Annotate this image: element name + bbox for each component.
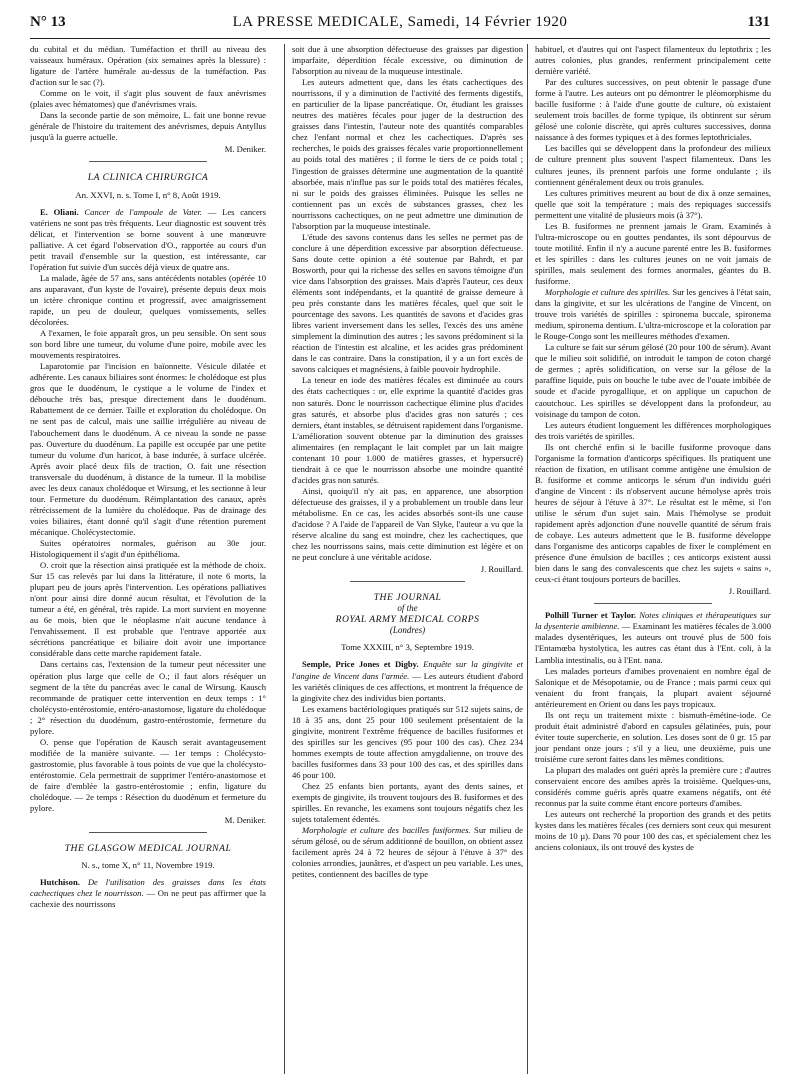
paragraph: Par des cultures successives, on peut obtenir le passage d'une forme à l'autre. Les auteurs ont pu démontrer le pléomorphisme du bacille fusiforme : à l'aide d'une goutte de culture, où existaient seulement trois bacilles de forme typique, ils obtinrent sur sérum gélosé une colonie discrète, qui après cultures successives, donna naissance à des formes typiques et à des formes leptothriciales. <box>535 77 771 143</box>
paragraph: Les malades porteurs d'amibes provenaient en nombre égal de Salonique et de Mésopotamie, ou de France ; mais parmi ceux qui venaient du front français, la plupart avaient séjourné antérieurement en Orient ou dans les pays tropicaux. <box>535 665 771 709</box>
paragraph: Les auteurs étudient longuement les différences morphologiques des trois variétés de spirilles. <box>535 419 771 441</box>
paragraph: habituel, et d'autres qui ont l'aspect filamenteux du leptothrix ; les autres colonies, plus grandes, renferment principalement cette dernière variété. <box>535 44 771 77</box>
paragraph: O. croit que la résection ainsi pratiquée est la méthode de choix. Sur 15 cas relevés par lui dans la littérature, il note 6 morts, la plupart peu de jours après l'intervention. Les opérations palliatives n'ont pour ainsi dire donné aucun résultat, et l'évolution de la tumeur a été, en général, très rapide. La mort survient en moyenne au 6e mois, bien que le néoplasme n'ait aucune tendance à l'envahissement. Il est probable que l'entrave apportée aux sécrétions pancréatique et biliaire doit avoir une importance considérable dans cette marche rapidement fatale. <box>30 560 266 659</box>
article-author: Semple, Price Jones et Digby. <box>302 659 419 670</box>
paragraph: Suites opératoires normales, guérison au 30e jour. Histologiquement il s'agit d'un épithélioma. <box>30 537 266 560</box>
paragraph: Les auteurs ont recherché la proportion des grands et des petits kystes dans les matières fécales (ces derniers sont ceux qui mesurent moins de 10 µ). Dans 70 pour 100 des cas, et spécialement chez les anciens coloniaux, ils ont trouvé des kystes de <box>535 809 771 853</box>
paragraph: Laparotomie par l'incision en baïonnette. Vésicule dilatée et adhérente. Les canaux biliaires sont énormes: le cholédoque est plus gros que le duodénum, le cystique a le volume de l'index et débouche très bas, presque directement dans le duodénum. Rabattement de ce dernier. Taille et exploration du cholédoque. On ne sent pas de calcul, mais une saillie irrégulière au niveau de l'abouchement dans le duodénum. A ce niveau la sonde ne passe pas. Ouverture du duodénum. La papille est occupée par une petite tumeur du volume d'un haricot, à base indurée, à surface ulcérée. Après avoir placé deux fils de traction, O. fait une résection transversale du duodénum, à distance de la tumeur. Il la mobilise avec les deux canaux cholédoque et Wirsung, et les sectionne à leur tour. Fermeture du duodénum. Réimplantation des canaux, après rétrécissement de la lumière du cholédoque. Pas de drainage des voies biliaires, étant donné qu'il s'agit d'une rétention purement mécanique. Cholécystectomie. <box>30 361 266 537</box>
journal-issue: Tome XXXIII, n° 3, Septembre 1919. <box>341 642 474 653</box>
section-heading: Morphologie et culture des spirilles. <box>545 287 671 298</box>
article-text: — Examinant les matières fécales de 3.000 malades dysentériques, les auteurs ont trouvé plus de 500 fois l'Entamœba hystolytica, les autres cas étant dus à l'Ent. coli, à la Lamblia intestinalis, ou à l'Ent. nana. <box>535 621 771 665</box>
article-author: Polhill Turner et Taylor. <box>545 610 637 621</box>
article-author: E. Oliani. <box>40 206 79 217</box>
running-title: LA PRESSE MEDICALE, Samedi, 14 Février 1920 <box>232 14 568 30</box>
column-middle <box>284 44 523 1074</box>
article-text: — Les cancers vatériens ne sont pas très fréquents. Leur diagnostic est souvent très délicat, et l'intervention se borne souvent à une manœuvre palliative. A cet égard l'observation d'O., rapportée au cours d'un petit travail d'ensemble sur la question, est intéressante, car l'opération fut suivie d'un succès déjà vieux de quatre ans. <box>30 206 266 272</box>
paragraph: Chez 25 enfants bien portants, ayant des dents saines, et exempts de gingivite, ils trouvent toujours des B. fusiformes et des spirilles. En revanche, les examens sont toujours négatifs chez les sujets totalement édentés. <box>292 781 523 825</box>
paragraph: du cubital et du médian. Tuméfaction et thrill au niveau des vaisseaux huméraux. Opération (six semaines après la blessure) : ligature de l'artère humérale au-dessus de la tuméfaction. Pas d'action sur le sac (?). <box>30 44 266 88</box>
paragraph: Sur les gencives à l'état sain, dans la gingivite, et sur les ulcérations de l'angine de Vincent, on trouve trois variétés de spirilles : spironema buccale, spironema medium, spironema dentium. L'ultra-microscope et la coloration par le Rouge-Congo sont les meilleures méthodes d'examen. <box>535 287 771 342</box>
column-right <box>527 44 771 1074</box>
signature: J. Rouillard. <box>480 564 523 575</box>
journal-city: (Londres) <box>389 625 426 636</box>
signature: J. Rouillard. <box>728 586 771 597</box>
divider <box>594 603 712 604</box>
paragraph: L'étude des savons contenus dans les selles ne permet pas de conclure à une déperdition excessive par absorption défectueuse. Sans doute cette opinion a été soutenue par Bahrdt, et par Bosworth, pour qui la richesse des selles en savons témoigne d'un vice dans l'absorption des graisses. Mais d'après l'auteur, ces deux éléments sont indépendants, et la quantité de graisse demeure à peu près constante dans les matières fécales, quel que soit le pourcentage des savons. Les quantités de savons et d'acides gras libres varient inversement dans les selles, l'excès des uns amène simplement la diminution des autres ; les savons prédominent si la réaction de l'intestin est alcaline, et les acides gras prédominent dans le cas contraire. Dans la constipation, il y a un fort excès de savons calciques et magnésiens, à faible pouvoir hydrophile. <box>292 231 523 375</box>
paragraph: Les cultures primitives meurent au bout de dix à onze semaines, quelle que soit la température ; mais des repiquages successifs permettent une vitalité de plusieurs mois (à 37°). <box>535 187 771 220</box>
paragraph: Ainsi, quoiqu'il n'y ait pas, en apparence, une absorption défectueuse des graisses, il y a probablement un trouble dans leur métabolisme. En ce cas, les acides absorbés sont-ils une cause d'acidose ? A l'aide de l'appareil de Van Slyke, l'auteur a vu que la réserve alcaline du sang est moindre, chez les cachectiques, que chez les nourrissons sains, mais cette diminution est légère et on ne peut conclure à une véritable acidose. <box>292 485 523 563</box>
paragraph: La teneur en iode des matières fécales est diminuée au cours des états cachectiques : or, elle exprime la quantité d'acides gras non saturés. Donc le nourrisson cachectique élimine plus d'acides gras saturés, et absorbe plus d'acides gras non saturés ; ces derniers, étant instables, se détruisent rapidement dans l'organisme. L'amélioration souvent obtenue par la diminution des graisses alimentaires (en remplaçant le lait complet par un lait maigre contenant 10 pour 1.000 de matières grasses, et hypersucré) tiendrait à ce que le nourrisson absorbe une moindre quantité d'acides gras non saturés. <box>292 375 523 485</box>
paragraph: Sur milieu de sérum gélosé, ou de sérum additionné de bouillon, on obtient assez facilement après 24 à 72 heures de séjour à l'étuve à 37° des colonies arrondies, jaunâtres, et d'aspect un peu variable. Les unes, petites, contiennent des bacilles de type <box>292 825 523 880</box>
signature: M. Deniker. <box>224 815 266 826</box>
page-number: 131 <box>747 14 770 30</box>
paragraph: Comme on le voit, il s'agit plus souvent de faux anévrismes (plaies avec hématomes) que d'anévrismes vrais. <box>30 88 266 110</box>
article-text: — On ne peut pas affirmer que la cachexie des nourrissons <box>30 888 266 910</box>
article-title: Notes cliniques et thérapeutiques sur la dysenterie amibienne. <box>535 610 771 632</box>
paragraph: soit due à une absorption défectueuse des graisses par digestion imparfaite, déperdition fécale excessive, ou diminution de l'absorption au niveau de la muqueuse intestinale. <box>292 44 523 77</box>
journal-title: THE JOURNAL <box>373 592 442 604</box>
signature: M. Deniker. <box>224 144 266 155</box>
divider <box>89 832 207 833</box>
journal-issue: An. XXVI, n. s. Tome I, n° 8, Août 1919. <box>75 189 221 200</box>
article-title: De l'utilisation des graisses dans les états cachectiques chez le nourrisson. <box>30 877 266 899</box>
page-header <box>30 14 770 39</box>
divider <box>350 581 466 582</box>
journal-title: LA CLINICA CHIRURGICA <box>87 172 209 184</box>
paragraph: Ils ont reçu un traitement mixte : bismuth-émétine-iode. Ce produit était administré d'abord en capsules gélatinées, puis, pour éviter toute supercherie, en solution. Les doses sont de 0 gr. 15 par jour pendant onze jours ; s'il y a lieu, une deuxième, puis une troisième cure seront faites dans les mêmes conditions. <box>535 709 771 764</box>
paragraph: La plupart des malades ont guéri après la première cure ; d'autres conservaient encore des amibes après la troisième. Quelques-uns, considérés comme guéris après quatre examens négatifs, ont été reconnus par la suite comme étant encore porteurs d'amibes. <box>535 765 771 809</box>
journal-title-of: of the <box>397 603 418 614</box>
paragraph: Les bacilles qui se développent dans la profondeur des milieux de culture prennent plus souvent l'aspect filamenteux. Dans les cultures jeunes, ils prennent parfois une forme ondulante ; ils contiennent généralement deux ou trois granules. <box>535 143 771 187</box>
paragraph: Les examens bactériologiques pratiqués sur 512 sujets sains, de 18 à 35 ans, dont 25 pour 100 seulement présentaient de la gingivite, montrent l'extrême fréquence de bacilles fusiformes et des spirilles sur les gencives (95 pour 100 des cas). Chez 234 hommes exempts de toute affection amygdalienne, on trouve des bacilles fusiformes dans 33 pour 100 des cas, et des spirilles dans 46 pour 100. <box>292 703 523 780</box>
column-left <box>30 44 266 1074</box>
paragraph: La malade, âgée de 57 ans, sans antécédents notables (opérée 10 ans auparavant, d'un kyste de l'ovaire), présente depuis deux mois un ictère chronique continu et progressif, avec amaigrissement rapide, un peu de douleur, quelques vomissements, selles décolorées. <box>30 272 266 328</box>
article-title: Cancer de l'ampoule de Vater. <box>84 206 203 217</box>
journal-title: THE GLASGOW MEDICAL JOURNAL <box>64 843 232 855</box>
journal-title-corps: ROYAL ARMY MEDICAL CORPS <box>335 614 480 626</box>
paragraph: Les B. fusiformes ne prennent jamais le Gram. Examinés à l'ultra-microscope ou en gouttes pendantes, ils sont dépourvus de toute motilité. Enfin il n'y a aucune parenté entre les B. fusiformes et les spirilles : dans les cultures jeunes on ne voit jamais de spirilles, mais seulement des formes anormales, géantes du B. fusiforme. <box>535 220 771 286</box>
paragraph: Dans certains cas, l'extension de la tumeur peut nécessiter une opération plus large que celle de O.; il faut alors réséquer un segment de la tête du pancréas avec le canal de Wirsung. Kausch recommande de pratiquer cette intervention en deux temps : 1° cholécysto-entérostomie, entéro-anastomose, ligature du cholédoque ; 2° résection du duodénum, gastro-entérostomie, fermeture du pylore. <box>30 659 266 736</box>
section-heading: Morphologie et culture des bacilles fusiformes. <box>302 825 471 836</box>
paragraph: Dans la seconde partie de son mémoire, L. fait une bonne revue générale de l'histoire du traitement des anévrismes, depuis Antyllus jusqu'à la guerre actuelle. <box>30 110 266 143</box>
paragraph: La culture se fait sur sérum gélosé (20 pour 100 de sérum). Avant que le milieu soit solidifié, on introduit le tampon de coton chargé de germes ; après solidification, on verse sur la gélose de la paraffine liquide, puis on bouche le tube avec de l'ouate imbibée de soude et d'acide pyrogallique, et on applique un capuchon de caoutchouc. Les spirilles se développent dans la profondeur, au voisinage du tampon de coton. <box>535 342 771 419</box>
paragraph: O. pense que l'opération de Kausch serait avantageusement modifiée de la manière suivante. — 1er temps : Cholécysto-gastrostomie, plus favorable à tous points de vue que la cholécysto-entérostomie. Cela permettrait de supprimer l'entéro-anastomose et de faire d'emblée la gastro-entérostomie ; enfin, ligature du cholédoque. — 2e temps : Résection du duodénum et fermeture du pylore. <box>30 736 266 814</box>
paragraph: Ils ont cherché enfin si le bacille fusiforme provoque dans l'organisme la formation d'anticorps spécifiques. Ils pratiquent une réaction de fixation, en utilisant comme antigène une émulsion de B. fusiforme et comme anticorps le sérum d'un individu guéri d'angine de Vincent : ils n'observent aucune hémolyse après trois heures de séjour à l'étuve à 37°. Le résultat est le même, si l'on utilise le sérum d'un sujet sain. Mais l'hémolyse se produit rapidement après adjonction d'une nouvelle quantité de sérum frais de cobaye. Les auteurs admettent que le B. fusiforme développe dans l'organisme des anticorps capables de fixer le complément en présence d'une émulsion de bacilles ; ces anticorps existent aussi bien dans le sang des convalescents que chez les sujets « sains », ceux-ci étant toujours porteurs de bacilles. <box>535 441 771 585</box>
journal-issue: N. s., tome X, n° 11, Novembre 1919. <box>81 860 215 871</box>
article-title: Enquête sur la gingivite et l'angine de Vincent dans l'armée. <box>292 659 523 681</box>
paragraph: A l'examen, le foie apparaît gros, un peu sensible. On sent sous son bord libre une tumeur, du volume d'une poire, mobile avec les mouvements respiratoires. <box>30 328 266 361</box>
paragraph: Les auteurs admettent que, dans les états cachectiques des nourrissons, il y a diminution de l'activité des ferments digestifs, en particulier de la lipase pancréatique. Or, étudiant les graisses neutres des matières fécales pour juger de la destruction des graisses dans l'intestin, l'auteur note des quantités comparables chez l'enfant normal et chez les cachectiques. D'après ses recherches, le poids des graisses fécales varie proportionnellement au poids total des matières ; il forme le tiers de ce poids total ; l'ingestion de graisses détermine une augmentation de la quantité absorbée, mais n'influe pas sur le poids total des matières fécales, ni sur le poids des graisses éliminées. Puisque les selles ne contiennent pas un excès de substances grasses, chez les nourrissons cachectiques, on ne peut admettre une diminution de l'absorption par la muqueuse intestinale. <box>292 77 523 231</box>
divider <box>89 161 207 162</box>
issue-number: N° 13 <box>30 14 66 30</box>
article-author: Hutchison. <box>40 877 80 888</box>
article-text: — Les auteurs étudient d'abord les variétés cliniques de ces affections, et montrent la fréquence de la gingivite chez des individus bien portants. <box>292 670 523 703</box>
